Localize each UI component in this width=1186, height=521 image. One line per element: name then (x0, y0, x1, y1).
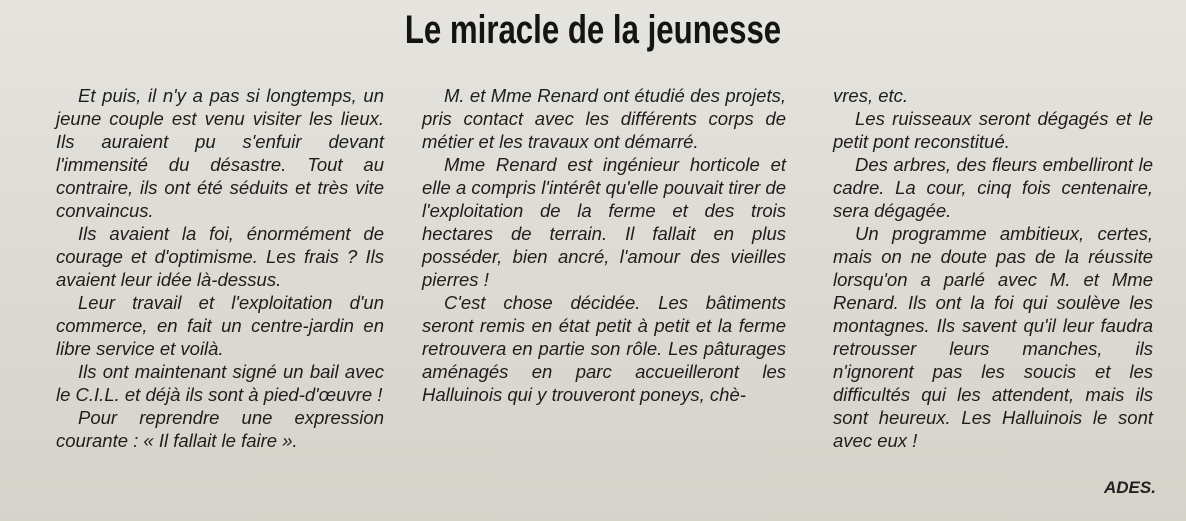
article-column-3 (833, 84, 1153, 452)
article-column-1 (56, 84, 384, 452)
paragraph: Les ruisseaux seront dégagés et le petit pont reconstitué. (833, 108, 1153, 152)
paragraph: Ils ont maintenant signé un bail avec le C.I.L. et déjà ils sont à pied-d'œuvre ! (56, 361, 384, 405)
paragraph: Ils avaient la foi, énormément de courage et d'optimisme. Les frais ? Ils avaient leur idée là-dessus. (56, 223, 384, 290)
paragraph: Un programme ambitieux, certes, mais on ne doute pas de la réussite lorsqu'on a parlé avec M. et Mme Renard. Ils ont la foi qui soulève les montagnes. Ils savent qu'il leur faudra retrousser leurs manches, ils n'ignorent pas les soucis et les difficultés qui les attendent, mais ils sont heureux. Les Halluinois le sont avec eux ! (833, 223, 1153, 451)
paragraph: C'est chose décidée. Les bâtiments seront remis en état petit à petit et la ferme retrouvera en partie son rôle. Les pâturages aménagés en parc accueilleront les Halluinois qui y trouveront poneys, chè- (422, 292, 786, 405)
paragraph: vres, etc. (833, 85, 909, 106)
article-column-2 (422, 84, 786, 406)
paragraph: Mme Renard est ingénieur horticole et elle a compris l'intérêt qu'elle pouvait tirer de l'exploitation de la ferme et des trois hectares de terrain. Il fallait en plus posséder, bien ancré, l'amour des vieilles pierres ! (422, 154, 786, 290)
author-signature: ADES. (1104, 478, 1156, 497)
article-title: Le miracle de la jeunesse (404, 8, 782, 52)
paragraph: Leur travail et l'exploitation d'un commerce, en fait un centre-jardin en libre service et voilà. (56, 292, 384, 359)
paragraph: Des arbres, des fleurs embelliront le cadre. La cour, cinq fois centenaire, sera dégagée. (833, 154, 1153, 221)
paragraph: M. et Mme Renard ont étudié des projets, pris contact avec les différents corps de métier et les travaux ont démarré. (422, 85, 786, 152)
paragraph: Pour reprendre une expression courante : « Il fallait le faire ». (56, 407, 384, 451)
paragraph: Et puis, il n'y a pas si longtemps, un jeune couple est venu visiter les lieux. Ils auraient pu s'enfuir devant l'immensité du désastre. Tout au contraire, ils ont été séduits et très vite convaincus. (56, 85, 384, 221)
